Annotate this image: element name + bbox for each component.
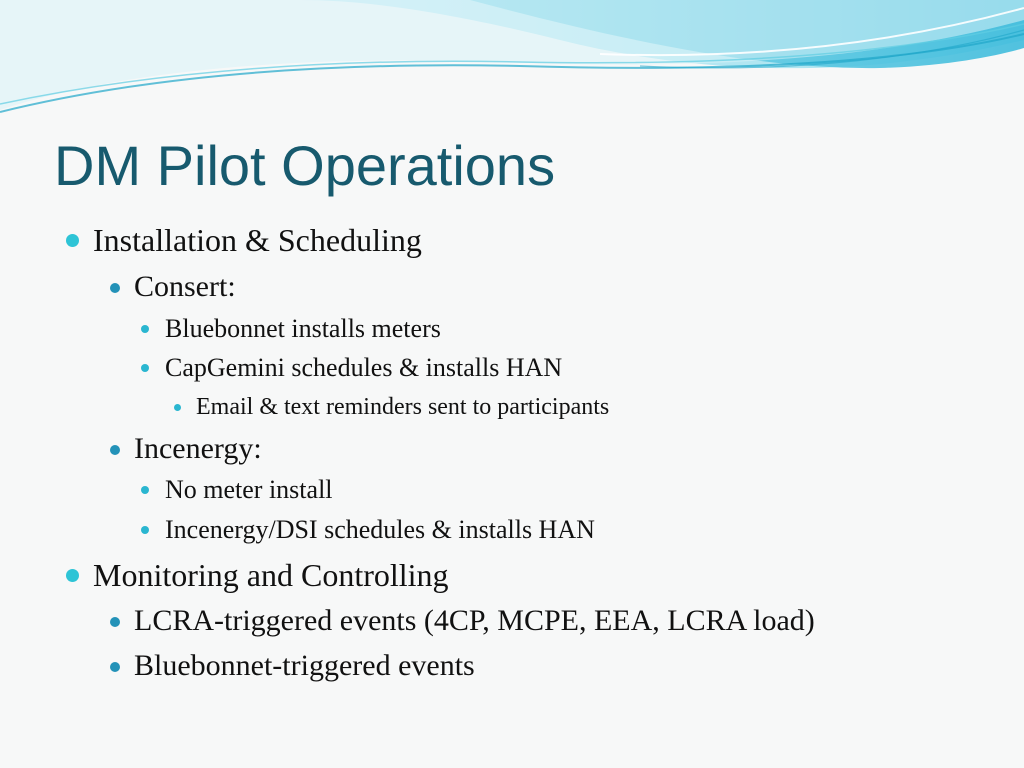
bullet-email-reminders: Email & text reminders sent to participants (196, 392, 609, 422)
bullet-icon (110, 445, 120, 455)
bullet-incenergy: Incenergy: (134, 430, 262, 468)
bullet-bluebonnet-events: Bluebonnet-triggered events (134, 647, 475, 685)
bullet-installation-scheduling: Installation & Scheduling (93, 220, 422, 260)
bullet-bluebonnet-installs: Bluebonnet installs meters (165, 312, 441, 346)
bullet-monitoring-controlling: Monitoring and Controlling (93, 555, 449, 595)
bullet-no-meter-install: No meter install (165, 473, 333, 507)
bullet-icon (174, 404, 181, 411)
bullet-icon (66, 569, 79, 582)
bullet-icon (141, 364, 149, 372)
bullet-lcra-events: LCRA-triggered events (4CP, MCPE, EEA, LCRA load) (134, 602, 815, 640)
header-wave-decoration (0, 0, 1024, 130)
bullet-icon (141, 526, 149, 534)
bullet-icon (110, 662, 120, 672)
bullet-icon (66, 234, 79, 247)
bullet-capgemini-schedules: CapGemini schedules & installs HAN (165, 351, 562, 385)
bullet-icon (110, 283, 120, 293)
bullet-consert: Consert: (134, 268, 236, 306)
bullet-icon (141, 325, 149, 333)
slide-title: DM Pilot Operations (54, 134, 556, 197)
bullet-icon (141, 486, 149, 494)
bullet-incenergy-dsi: Incenergy/DSI schedules & installs HAN (165, 513, 595, 547)
bullet-icon (110, 617, 120, 627)
